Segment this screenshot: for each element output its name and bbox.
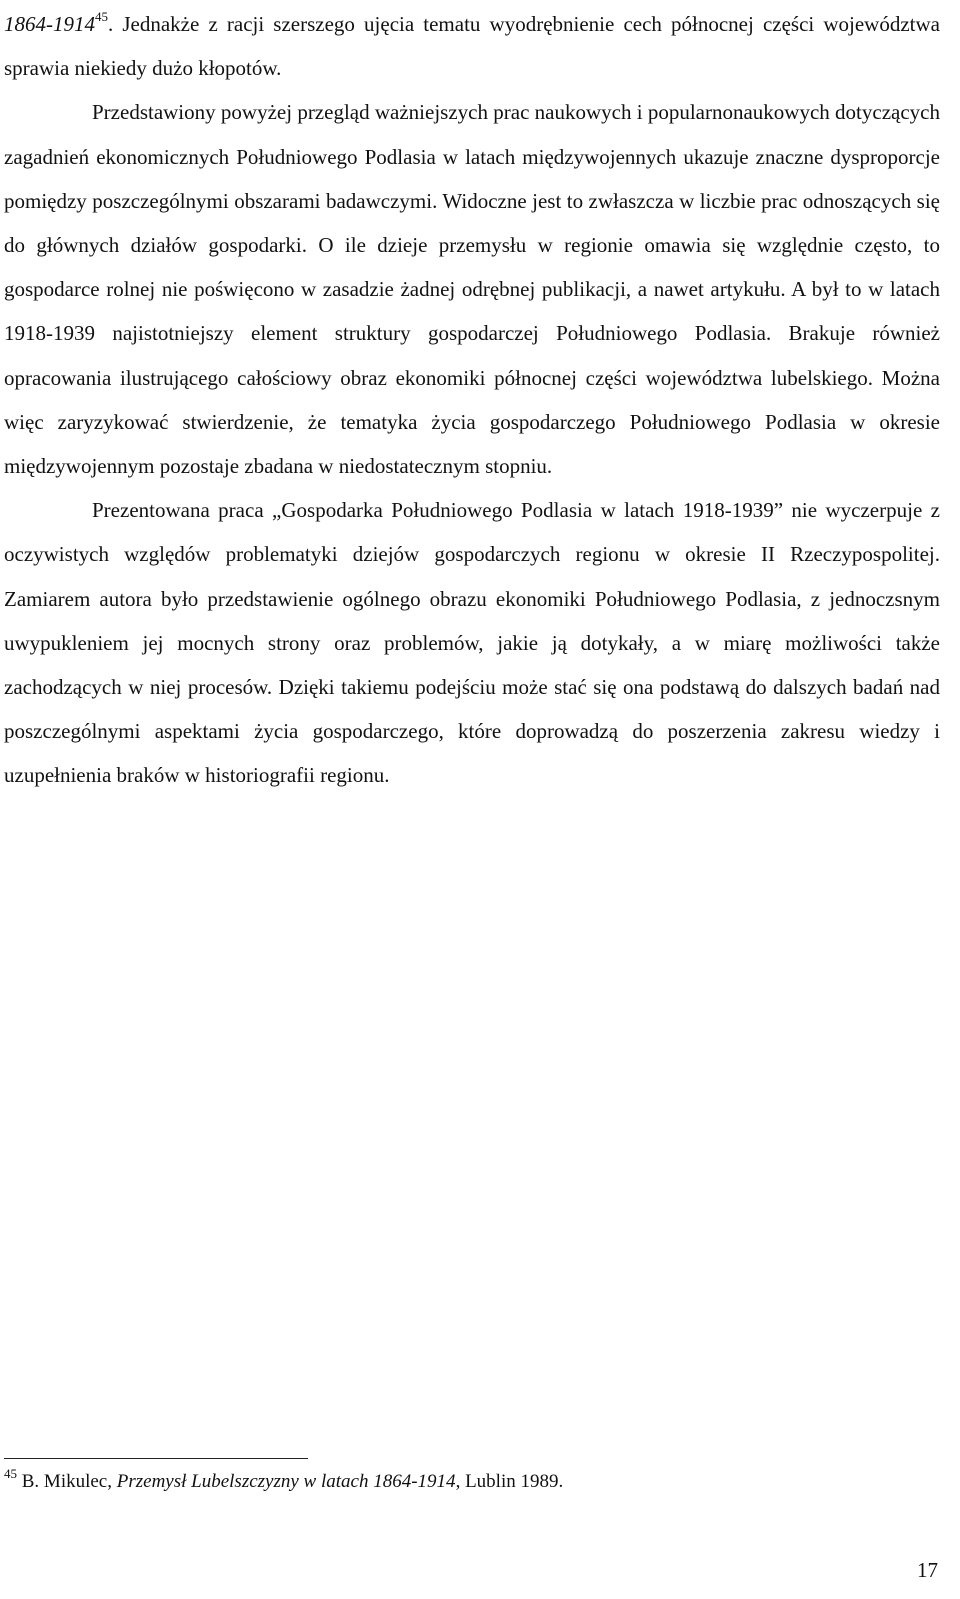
italic-date-range: 1864-1914 [4, 12, 95, 36]
footnote-reference[interactable]: 45 [95, 9, 108, 24]
page-number: 17 [917, 1558, 938, 1582]
footnote-separator [4, 1458, 308, 1459]
footnote-number: 45 [4, 1465, 17, 1481]
body-text [4, 2, 940, 798]
footnote-publication: , Lublin 1989. [455, 1471, 564, 1492]
paragraph-3: Prezentowana praca „Gospodarka Południowego Podlasia w latach 1918-1939” nie wyczerpuje z oczywistych względów problematyki dziejów gospodarczych regionu w okresie II Rzeczypospolitej. Zamiarem autora było przedstawienie ogólnego obrazu ekonomiki Południowego Podlasia, z jednoczsnym uwypukleniem jej mocnych strony oraz problemów, jakie ją dotykały, a w miarę możliwości także zachodzących w niej procesów. Dzięki takiemu podejściu może stać się ona podstawą do dalszych badań nad poszczególnymi aspektami życia gospodarczego, które doprowadzą do poszerzenia zakresu wiedzy i uzupełnienia braków w historiografii regionu. [4, 498, 940, 788]
footnote-author: B. Mikulec, [17, 1471, 117, 1492]
paragraph-1 [4, 2, 940, 90]
footnote [4, 1465, 940, 1494]
footnote-title: Przemysł Lubelszczyzny w latach 1864-1914 [116, 1471, 456, 1492]
paragraph-1-text: . Jednakże z racji szerszego ujęcia tematu wyodrębnienie cech północnej części województwa sprawia niekiedy dużo kłopotów. [4, 12, 940, 81]
paragraph-2: Przedstawiony powyżej przegląd ważniejszych prac naukowych i popularnonaukowych dotyczących zagadnień ekonomicznych Południowego Podlasia w latach międzywojennych ukazuje znaczne dysproporcje pomiędzy poszczególnymi obszarami badawczymi. Widoczne jest to zwłaszcza w liczbie prac odnoszących się do głównych działów gospodarki. O ile dzieje przemysłu w regionie omawia się względnie często, to gospodarce rolnej nie poświęcono w zasadzie żadnej odrębnej publikacji, a nawet artykułu. A był to w latach 1918-1939 najistotniejszy element struktury gospodarczej Południowego Podlasia. Brakuje również opracowania ilustrującego całościowy obraz ekonomiki północnej części województwa lubelskiego. Można więc zaryzykować stwierdzenie, że tematyka życia gospodarczego Południowego Podlasia w okresie międzywojennym pozostaje zbadana w niedostatecznym stopniu. [4, 100, 940, 479]
